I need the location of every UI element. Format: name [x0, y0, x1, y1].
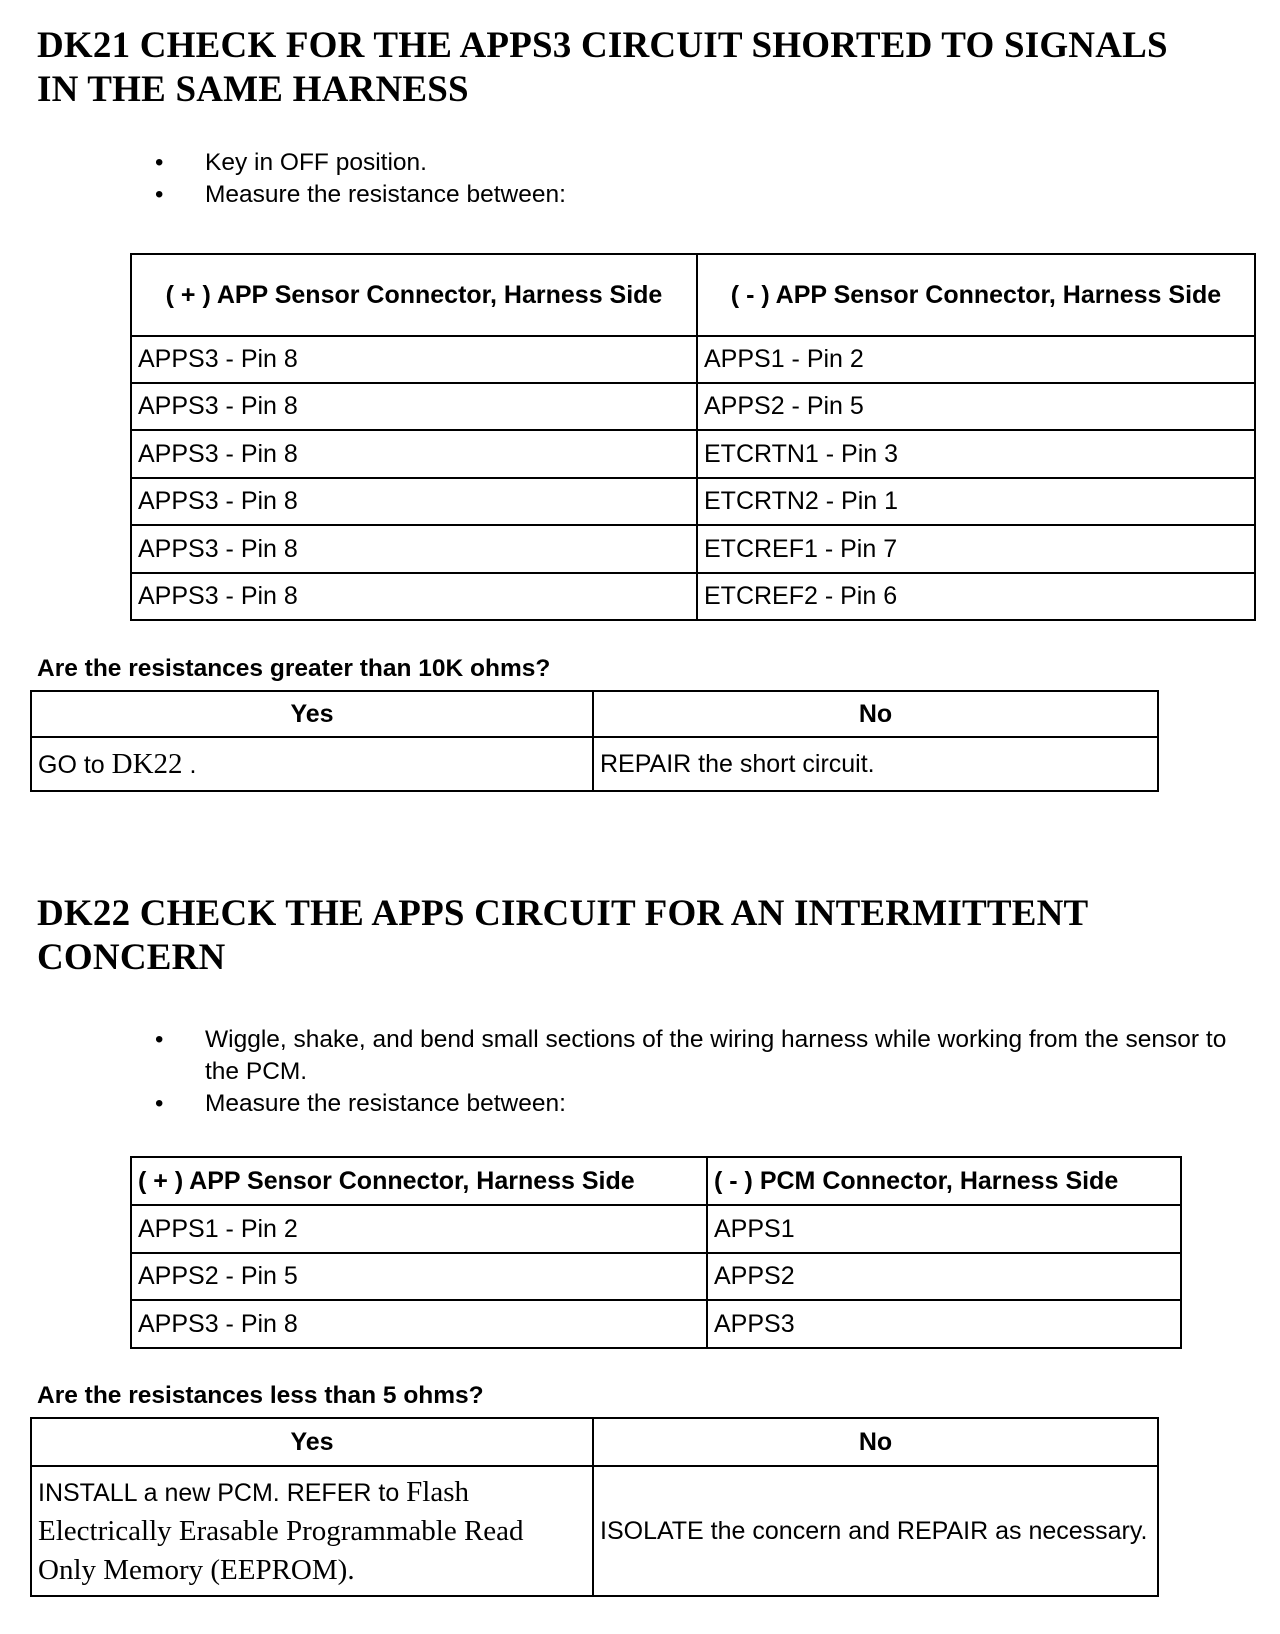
dk22-heading: [37, 892, 1267, 980]
dk21-steps: [155, 147, 1155, 211]
dk21-step-1: • Key in OFF position.: [155, 147, 1155, 179]
dk21-heading-line2: IN THE SAME HARNESS: [37, 69, 469, 110]
yes-prefix: INSTALL a new PCM. REFER to: [38, 1478, 407, 1507]
table-row: [131, 478, 1255, 525]
table-cell: APPS1 - Pin 2: [697, 336, 1255, 383]
dk22-answer-table: [30, 1417, 1159, 1597]
no-header: No: [593, 1418, 1158, 1466]
table-header-row: [31, 691, 1158, 737]
table-cell: APPS3 - Pin 8: [131, 430, 697, 478]
table-cell: APPS3: [707, 1300, 1181, 1348]
no-cell: ISOLATE the concern and REPAIR as necessary.: [593, 1466, 1158, 1596]
no-header: No: [593, 691, 1158, 737]
table-row: [131, 573, 1255, 620]
table-header-row: [31, 1418, 1158, 1466]
table-cell: APPS2 - Pin 5: [131, 1253, 707, 1300]
table-row: [131, 336, 1255, 383]
table-cell: APPS3 - Pin 8: [131, 336, 697, 383]
table-row: [131, 1300, 1181, 1348]
table-row: [31, 1466, 1158, 1596]
yes-suffix: .: [182, 750, 197, 779]
dk21-step-2: • Measure the resistance between:: [155, 179, 1155, 211]
dk22-measurement-table: [130, 1156, 1182, 1349]
yes-header: Yes: [31, 1418, 593, 1466]
dk21-question: Are the resistances greater than 10K ohms?: [37, 655, 551, 682]
table-row: [131, 430, 1255, 478]
table-cell: APPS1: [707, 1205, 1181, 1253]
dk22-step-2: • Measure the resistance between:: [155, 1088, 1230, 1120]
yes-prefix: GO to: [38, 750, 112, 779]
table-row: [31, 737, 1158, 791]
dk22-step-1: • Wiggle, shake, and bend small sections of the wiring harness while working from the sensor to the PCM.: [155, 1024, 1230, 1088]
table-cell: APPS3 - Pin 8: [131, 573, 697, 620]
table-cell: APPS2: [707, 1253, 1181, 1300]
no-cell: REPAIR the short circuit.: [593, 737, 1158, 791]
dk21-heading: [37, 24, 1267, 112]
table-row: [131, 1253, 1181, 1300]
table-cell: APPS1 - Pin 2: [131, 1205, 707, 1253]
table-header-row: [131, 1157, 1181, 1205]
table-row: [131, 525, 1255, 573]
yes-cell: [31, 737, 593, 791]
dk21-heading-line1: DK21 CHECK FOR THE APPS3 CIRCUIT SHORTED TO SIGNALS: [37, 25, 1168, 66]
dk21-col-minus-header: ( - ) APP Sensor Connector, Harness Side: [697, 254, 1255, 336]
table-header-row: [131, 254, 1255, 336]
table-cell: APPS3 - Pin 8: [131, 525, 697, 573]
yes-header: Yes: [31, 691, 593, 737]
yes-cell: [31, 1466, 593, 1596]
table-cell: APPS3 - Pin 8: [131, 1300, 707, 1348]
table-cell: ETCREF2 - Pin 6: [697, 573, 1255, 620]
table-row: [131, 1205, 1181, 1253]
eeprom-link[interactable]: Flash Electrically Erasable Programmable Read Only Memory (EEPROM).: [38, 1475, 524, 1586]
table-row: [131, 383, 1255, 430]
dk22-col-minus-header: ( - ) PCM Connector, Harness Side: [707, 1157, 1181, 1205]
table-cell: ETCRTN1 - Pin 3: [697, 430, 1255, 478]
dk22-col-plus-header: ( + ) APP Sensor Connector, Harness Side: [131, 1157, 707, 1205]
dk22-heading-line2: CONCERN: [37, 937, 226, 978]
table-cell: APPS3 - Pin 8: [131, 478, 697, 525]
table-cell: ETCREF1 - Pin 7: [697, 525, 1255, 573]
dk22-steps: [155, 1024, 1230, 1120]
dk21-answer-table: [30, 690, 1159, 792]
dk22-question: Are the resistances less than 5 ohms?: [37, 1382, 484, 1409]
dk22-heading-line1: DK22 CHECK THE APPS CIRCUIT FOR AN INTERMITTENT: [37, 893, 1089, 934]
dk21-col-plus-header: ( + ) APP Sensor Connector, Harness Side: [131, 254, 697, 336]
table-cell: APPS3 - Pin 8: [131, 383, 697, 430]
dk21-measurement-table: [130, 253, 1256, 621]
dk22-link[interactable]: DK22: [111, 747, 183, 780]
table-cell: APPS2 - Pin 5: [697, 383, 1255, 430]
table-cell: ETCRTN2 - Pin 1: [697, 478, 1255, 525]
